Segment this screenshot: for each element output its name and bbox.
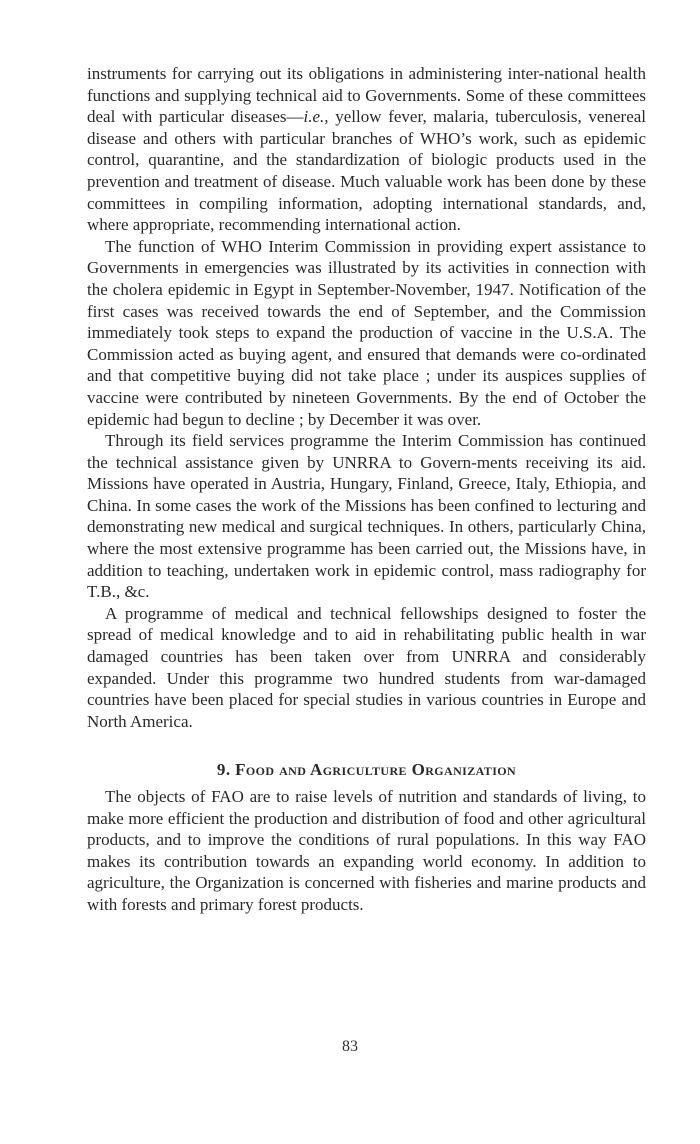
text-block-who (87, 63, 646, 732)
paragraph-text: yellow fever, malaria, tuberculosis, venereal disease and others with particular branches of WHO’s work, such as epidemic control, quarantine, and the standardization of biologic products used in the prevention and treatment of disease. Much valuable work has been done by these committees in compiling information, adopting international standards, and, where appropriate, recommending international action. (87, 107, 647, 235)
text-block-fao (87, 786, 646, 916)
section-title: Food and Agriculture Organization (235, 760, 517, 780)
paragraph-p5 (87, 786, 646, 916)
section-number: 9. (216, 760, 231, 780)
paragraph-p2 (87, 236, 646, 430)
italic-text: i.e., (303, 107, 329, 127)
paragraph-text: A programme of medical and technical fellowships designed to foster the spread of medical knowledge and to aid in rehabilitating public health in war damaged countries has been taken over from UNRRA and considerably expanded. Under this programme two hundred students from war-damaged countries have been placed for special studies in various countries in Europe and North America. (87, 603, 646, 731)
page-body (87, 63, 646, 916)
paragraph-p1 (87, 63, 646, 236)
page-number: 83 (342, 1038, 358, 1055)
paragraph-p4 (87, 603, 646, 733)
paragraph-text: Through its field services programme the Interim Commission has continued the technical assistance given by UNRRA to Govern-ments receiving its aid. Missions have operated in Austria, Hungary, Finland, Greece, Italy, Ethiopia, and China. In some cases the work of the Missions has been confined to lecturing and demonstrating new medical and surgical techniques. In others, particularly China, where the most extensive programme has been carried out, the Missions have, in addition to teaching, undertaken work in epidemic control, mass radiography for T.B., &c. (87, 431, 646, 602)
paragraph-p3 (87, 430, 646, 603)
paragraph-text: The function of WHO Interim Commission in providing expert assistance to Governments in emergencies was illustrated by its activities in connection with the cholera epidemic in Egypt in September-November, 1947. Notification of the first cases was received towards the end of September, and the Commission immediately took steps to expand the production of vaccine in the U.S.A. The Commission acted as buying agent, and ensured that demands were co-ordinated and that competitive buying did not take place ; under its auspices supplies of vaccine were contributed by nineteen Governments. By the end of October the epidemic had begun to decline ; by December it was over. (87, 236, 646, 429)
section-heading (87, 759, 646, 781)
paragraph-text: instruments for carrying out its obligations in administering inter-national health functions and supplying technical aid to Governments. Some of these committees deal with particular diseases— (87, 64, 646, 127)
paragraph-text: The objects of FAO are to raise levels of nutrition and standards of living, to make more efficient the production and distribution of food and other agricultural products, and to improve the conditions of rural populations. In this way FAO makes its contribution towards an expanding world economy. In addition to agriculture, the Organization is concerned with fisheries and marine products and with forests and primary forest products. (87, 787, 646, 914)
